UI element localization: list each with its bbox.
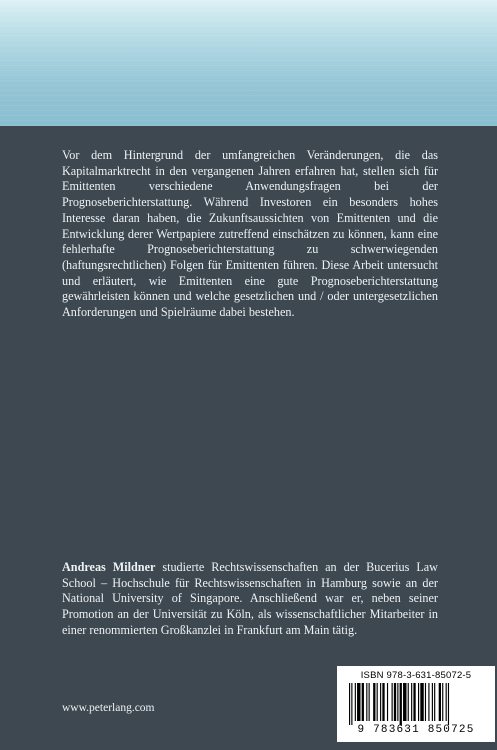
barcode-digits: 9 783631 850725 [357, 724, 475, 736]
author-name: Andreas Mildner [62, 560, 156, 574]
isbn-label: ISBN 978-3-631-85072-5 [360, 670, 472, 681]
author-bio [62, 560, 438, 639]
barcode-bars [343, 683, 489, 725]
isbn-barcode [337, 666, 495, 742]
top-gradient-band [0, 0, 497, 126]
publisher-website[interactable]: www.peterlang.com [62, 702, 155, 714]
book-description: Vor dem Hintergrund der umfangreichen Veränderungen, die das Kapitalmarktrecht in den vergangenen Jahren erfahren hat, stellen sich für Emittenten verschiedene Anwendungsfragen bei der Prognoseberichterstattung. Während Investoren ein besonders hohes Interesse daran haben, die Zukunftsaussichten von Emittenten und die Entwicklung derer Wertpapiere zutreffend einschätzen zu können, kann eine fehlerhafte Prognoseberichterstattung zu schwerwiegenden (haftungsrechtlichen) Folgen für Emittenten führen. Diese Arbeit untersucht und erläutert, wie Emittenten eine gute Prognoseberichterstattung gewährleisten können und welche gesetzlichen und / oder untergesetzlichen Anforderungen und Spielräume dabei bestehen. [62, 148, 438, 320]
author-bio-text: studierte Rechtswissenschaften an der Bucerius Law School – Hochschule für Rechtswissenschaften in Hamburg sowie an der National University of Singapore. Anschließend war er, neben seiner Promotion an der Universität zu Köln, als wissenschaftlicher Mitarbeiter in einer renommierten Großkanzlei in Frankfurt am Main tätig. [62, 560, 438, 637]
